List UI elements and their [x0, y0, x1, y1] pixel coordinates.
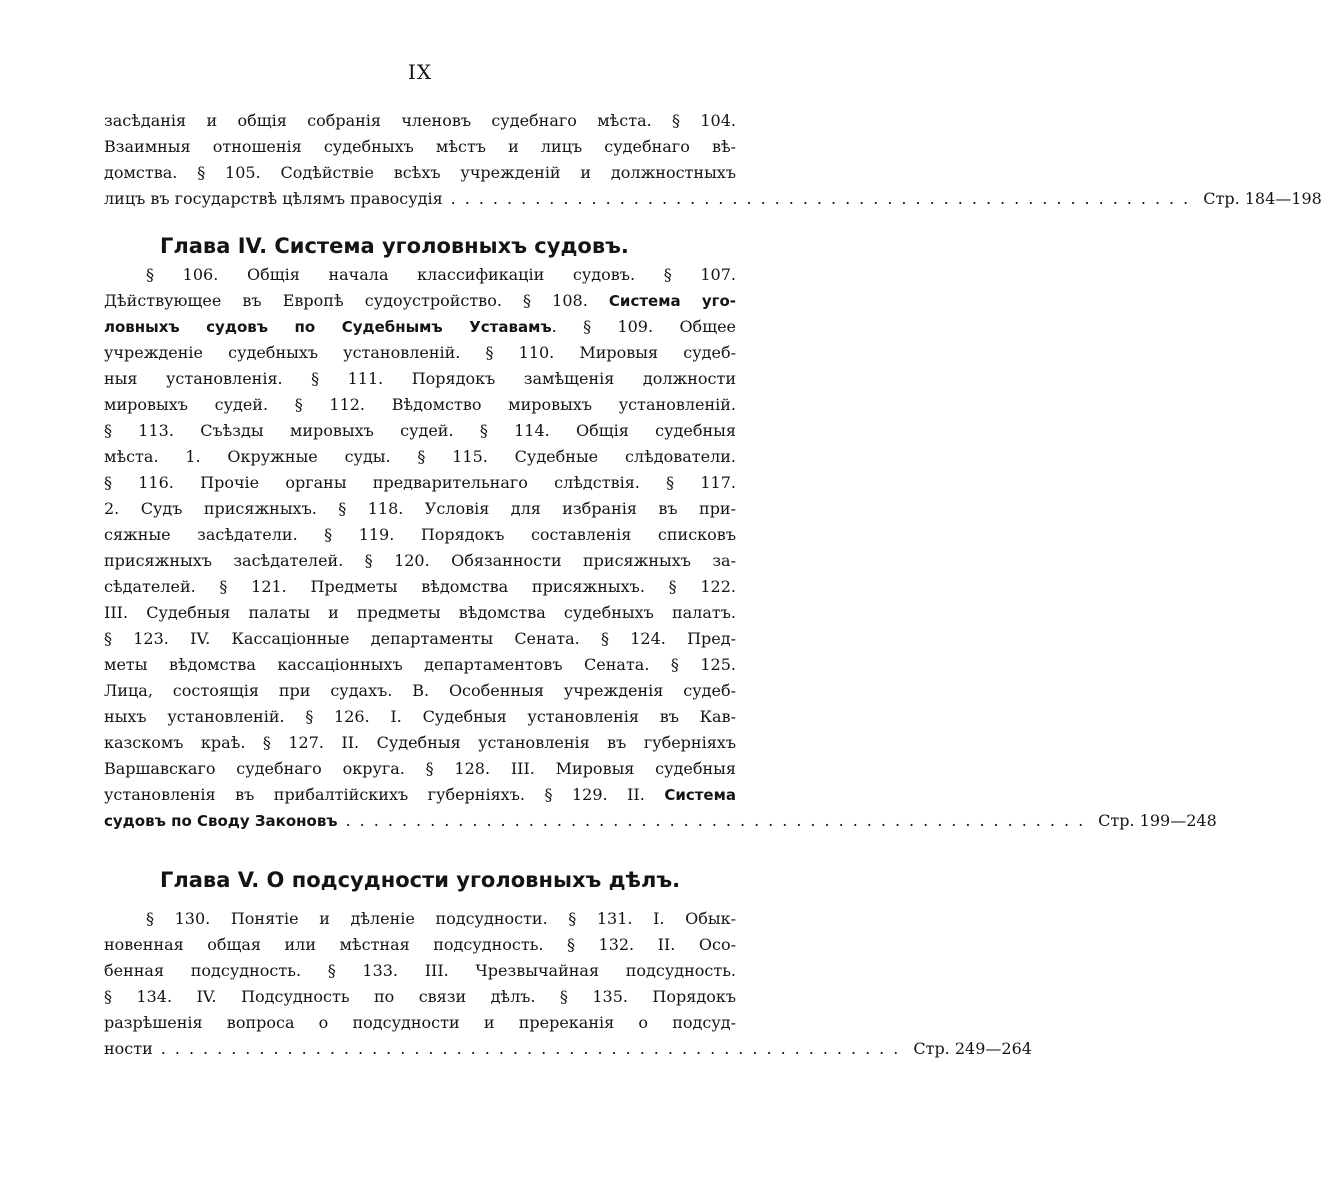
text-line: § 106. Общія начала классификаціи судовъ. § 107.	[146, 265, 736, 284]
text-line: бенная подсудность. § 133. III. Чрезвычайная подсудность.	[104, 961, 736, 980]
text-line: § 123. IV. Кассаціонные департаменты Сената. § 124. Пред-	[104, 629, 736, 648]
dot-leader: .....................................................	[450, 189, 1198, 208]
text-line: мировыхъ судей. § 112. Вѣдомство мировыхъ установленій.	[104, 395, 736, 414]
dot-leader: .....................................................	[345, 811, 1093, 830]
dot-leader: .....................................................	[160, 1039, 908, 1058]
text-line	[104, 288, 736, 314]
text-line: § 130. Понятіе и дѣленіе подсудности. § 131. I. Обык-	[146, 909, 736, 928]
text-line	[104, 782, 736, 808]
text-line: сяжные засѣдатели. § 119. Порядокъ составленія списковъ	[104, 525, 736, 544]
text-line: Варшавскаго судебнаго округа. § 128. III. Мировыя судебныя	[104, 759, 736, 778]
chapter-5-contents	[104, 906, 1032, 1062]
text-line: ныя установленія. § 111. Порядокъ замѣщенія должности	[104, 369, 736, 388]
text-line: мѣста. 1. Окружные суды. § 115. Судебные слѣдователи.	[104, 447, 736, 466]
text-line: III. Судебныя палаты и предметы вѣдомства судебныхъ палатъ.	[104, 603, 736, 622]
toc-entry-row	[104, 808, 1217, 834]
text-line: присяжныхъ засѣдателей. § 120. Обязанности присяжныхъ за-	[104, 551, 736, 570]
toc-entry-text: лицъ въ государствѣ цѣлямъ правосудія	[104, 189, 443, 208]
text-line: казскомъ краѣ. § 127. II. Судебныя установленія въ губерніяхъ	[104, 733, 736, 752]
text-line: домства. § 105. Содѣйствіе всѣхъ учрежденій и должностныхъ	[104, 163, 736, 182]
text-line: § 134. IV. Подсудность по связи дѣлъ. § 135. Порядокъ	[104, 987, 736, 1006]
text-line: сѣдателей. § 121. Предметы вѣдомства присяжныхъ. § 122.	[104, 577, 736, 596]
chapter-5-heading: Глава V. О подсудности уголовныхъ дѣлъ.	[160, 868, 681, 892]
chapter-4-contents	[104, 262, 1217, 834]
page-range: Стр. 199—248	[1098, 811, 1217, 830]
text-span: установленія въ прибалтійскихъ губерніяхъ. § 129. II.	[104, 785, 665, 804]
text-line: засѣданія и общія собранія членовъ судебнаго мѣста. § 104.	[104, 111, 736, 130]
toc-entry-row	[104, 186, 1322, 212]
bold-section-title: Система	[664, 786, 736, 804]
text-line: меты вѣдомства кассаціонныхъ департаментовъ Сената. § 125.	[104, 655, 736, 674]
text-span: Дѣйствующее въ Европѣ судоустройство. § 108.	[104, 291, 609, 310]
text-line: Взаимныя отношенія судебныхъ мѣстъ и лицъ судебнаго вѣ-	[104, 137, 736, 156]
toc-entry-text: ности	[104, 1039, 153, 1058]
page-range: Стр. 249—264	[913, 1039, 1032, 1058]
bold-section-title: Система уго-	[608, 292, 736, 310]
text-line: разрѣшенія вопроса о подсудности и пререканія о подсуд-	[104, 1013, 736, 1032]
page-range: Стр. 184—198	[1203, 189, 1322, 208]
text-line: § 113. Съѣзды мировыхъ судей. § 114. Общія судебныя	[104, 421, 736, 440]
text-line: § 116. Прочіе органы предварительнаго слѣдствія. § 117.	[104, 473, 736, 492]
page-number: IX	[407, 60, 433, 84]
toc-entry-text: судовъ по Своду Законовъ	[104, 812, 338, 830]
chapter-4-heading: Глава IV. Система уголовныхъ судовъ.	[160, 234, 629, 258]
text-line	[104, 314, 736, 340]
bold-section-title: ловныхъ судовъ по Судебнымъ Уставамъ	[104, 318, 552, 336]
intro-paragraph	[104, 108, 1322, 212]
text-span: . § 109. Общее	[551, 317, 736, 336]
text-line: ныхъ установленій. § 126. I. Судебныя установленія въ Кав-	[104, 707, 736, 726]
toc-entry-row	[104, 1036, 1032, 1062]
text-line: 2. Судъ присяжныхъ. § 118. Условія для избранія въ при-	[104, 499, 736, 518]
text-line: учрежденіе судебныхъ установленій. § 110. Мировыя судеб-	[104, 343, 736, 362]
text-line: Лица, состоящія при судахъ. В. Особенныя учрежденія судеб-	[104, 681, 736, 700]
text-line: новенная общая или мѣстная подсудность. § 132. II. Осо-	[104, 935, 736, 954]
